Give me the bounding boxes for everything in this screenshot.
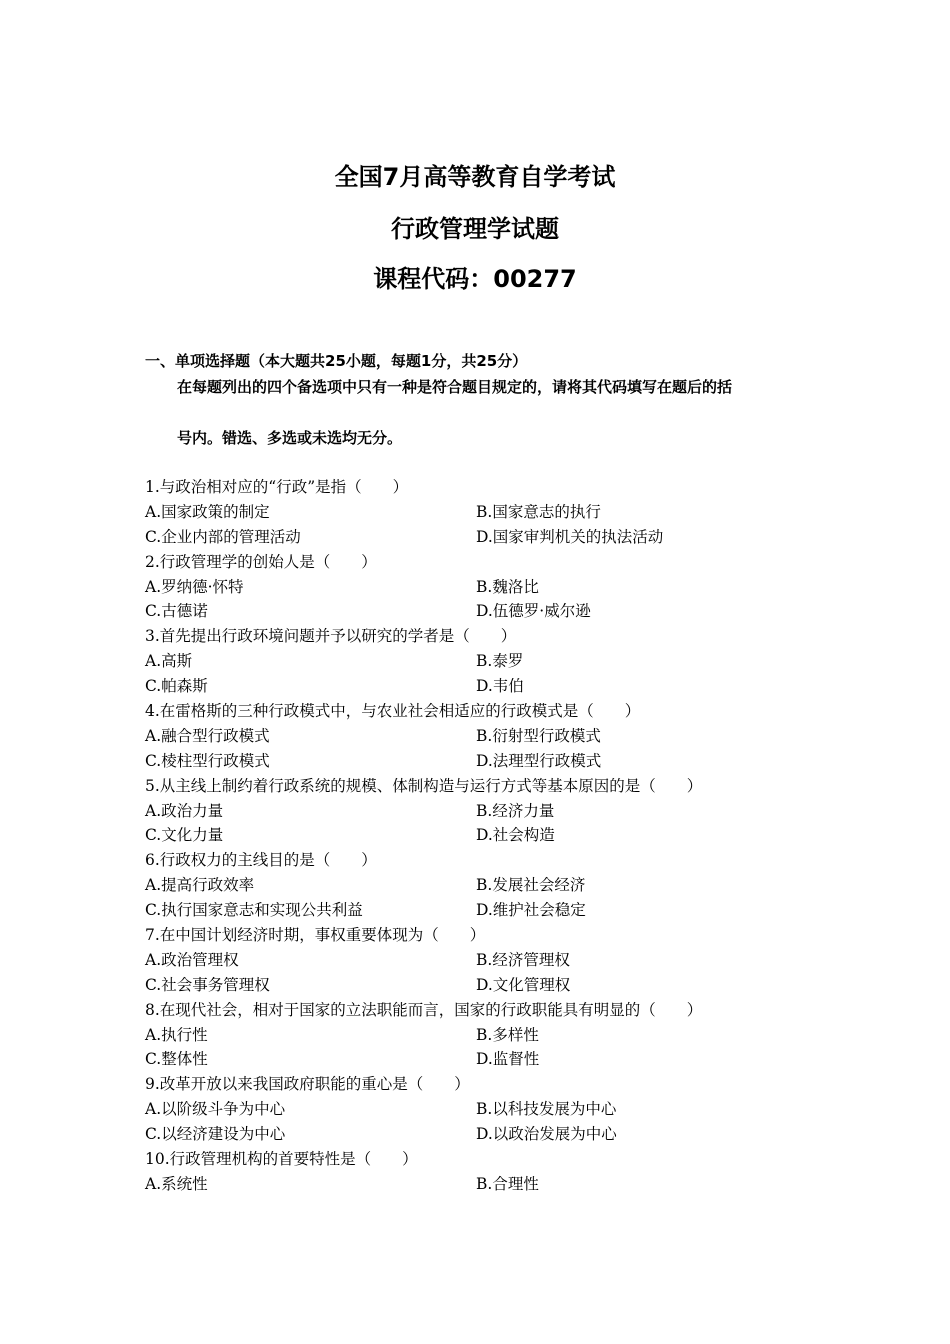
section-heading: 一、单项选择题（本大题共25小题，每题1分，共25分）	[145, 352, 528, 370]
section-instruction-part1: 在每题列出的四个备选项中只有一种是符合题目规定的，请将其代码填写在题后的括	[177, 378, 733, 396]
option-b: B.经济力量	[476, 801, 555, 820]
exam-title: 全国7月高等教育自学考试	[334, 163, 616, 191]
options-row	[145, 575, 845, 600]
option-c: C.以经济建设为中心	[145, 1125, 286, 1144]
option-c: C.社会事务管理权	[145, 975, 270, 994]
options-row	[145, 500, 845, 525]
option-c: C.执行国家意志和实现公共利益	[145, 901, 363, 920]
option-a: A.提高行政效率	[145, 876, 255, 895]
question-stem: 1.与政治相对应的“行政”是指（ ）	[145, 478, 409, 496]
options-row	[145, 724, 845, 749]
exam-subject: 行政管理学试题	[391, 215, 559, 243]
options-row	[145, 1172, 845, 1197]
option-a: A.融合型行政模式	[145, 726, 270, 745]
option-a: A.政治管理权	[145, 950, 239, 969]
question-stem: 9.改革开放以来我国政府职能的重心是（ ）	[145, 1075, 470, 1094]
option-a: A.高斯	[145, 652, 193, 671]
options-row	[145, 898, 845, 923]
option-d: D.国家审判机关的执法活动	[476, 527, 664, 546]
option-c: C.整体性	[145, 1050, 208, 1069]
section-instruction-part2: 号内。错选、多选或未选均无分。	[177, 429, 403, 447]
option-a: A.以阶级斗争为中心	[145, 1100, 286, 1119]
options-row	[145, 1097, 845, 1122]
option-d: D.监督性	[476, 1050, 540, 1069]
option-b: B.经济管理权	[476, 950, 570, 969]
options-row	[145, 674, 845, 699]
option-b: B.多样性	[476, 1025, 539, 1044]
option-d: D.文化管理权	[476, 975, 571, 994]
options-row	[145, 799, 845, 824]
course-code: 课程代码：00277	[373, 265, 577, 293]
options-row	[145, 1047, 845, 1072]
question-stem: 6.行政权力的主线目的是（ ）	[145, 851, 377, 870]
option-b: B.魏洛比	[476, 577, 539, 596]
options-row	[145, 873, 845, 898]
question-stem: 8.在现代社会，相对于国家的立法职能而言，国家的行政职能具有明显的（ ）	[145, 1000, 703, 1019]
options-row	[145, 749, 845, 774]
option-b: B.衍射型行政模式	[476, 726, 601, 745]
options-row	[145, 823, 845, 848]
option-a: A.系统性	[145, 1174, 208, 1193]
option-a: A.罗纳德·怀特	[145, 577, 244, 596]
options-row	[145, 973, 845, 998]
question-stem: 7.在中国计划经济时期，事权重要体现为（ ）	[145, 926, 486, 945]
option-c: C.帕森斯	[145, 677, 208, 696]
option-a: A.执行性	[145, 1025, 208, 1044]
option-b: B.泰罗	[476, 652, 524, 671]
question-stem: 2.行政管理学的创始人是（ ）	[145, 552, 377, 571]
option-d: D.社会构造	[476, 826, 555, 845]
option-d: D.维护社会稳定	[476, 901, 586, 920]
option-d: D.韦伯	[476, 677, 524, 696]
options-row	[145, 525, 845, 550]
option-b: B.以科技发展为中心	[476, 1100, 617, 1119]
option-c: C.文化力量	[145, 826, 224, 845]
option-b: B.国家意志的执行	[476, 502, 601, 521]
option-c: C.棱柱型行政模式	[145, 751, 270, 770]
question-list	[145, 475, 845, 1197]
option-c: C.企业内部的管理活动	[145, 527, 301, 546]
options-row	[145, 1023, 845, 1048]
options-row	[145, 599, 845, 624]
options-row	[145, 649, 845, 674]
question-stem: 4.在雷格斯的三种行政模式中，与农业社会相适应的行政模式是（ ）	[145, 702, 641, 721]
option-d: D.伍德罗·威尔逊	[476, 602, 591, 621]
options-row	[145, 1122, 845, 1147]
question-stem: 5.从主线上制约着行政系统的规模、体制构造与运行方式等基本原因的是（ ）	[145, 776, 703, 795]
question-stem: 3.首先提出行政环境问题并予以研究的学者是（ ）	[145, 627, 517, 646]
option-c: C.古德诺	[145, 602, 208, 621]
option-d: D.以政治发展为中心	[476, 1125, 617, 1144]
option-d: D.法理型行政模式	[476, 751, 602, 770]
option-b: B.合理性	[476, 1174, 539, 1193]
options-row	[145, 948, 845, 973]
question-stem: 10.行政管理机构的首要特性是（ ）	[145, 1150, 418, 1169]
option-b: B.发展社会经济	[476, 876, 586, 895]
option-a: A.政治力量	[145, 801, 224, 820]
option-a: A.国家政策的制定	[145, 502, 270, 521]
